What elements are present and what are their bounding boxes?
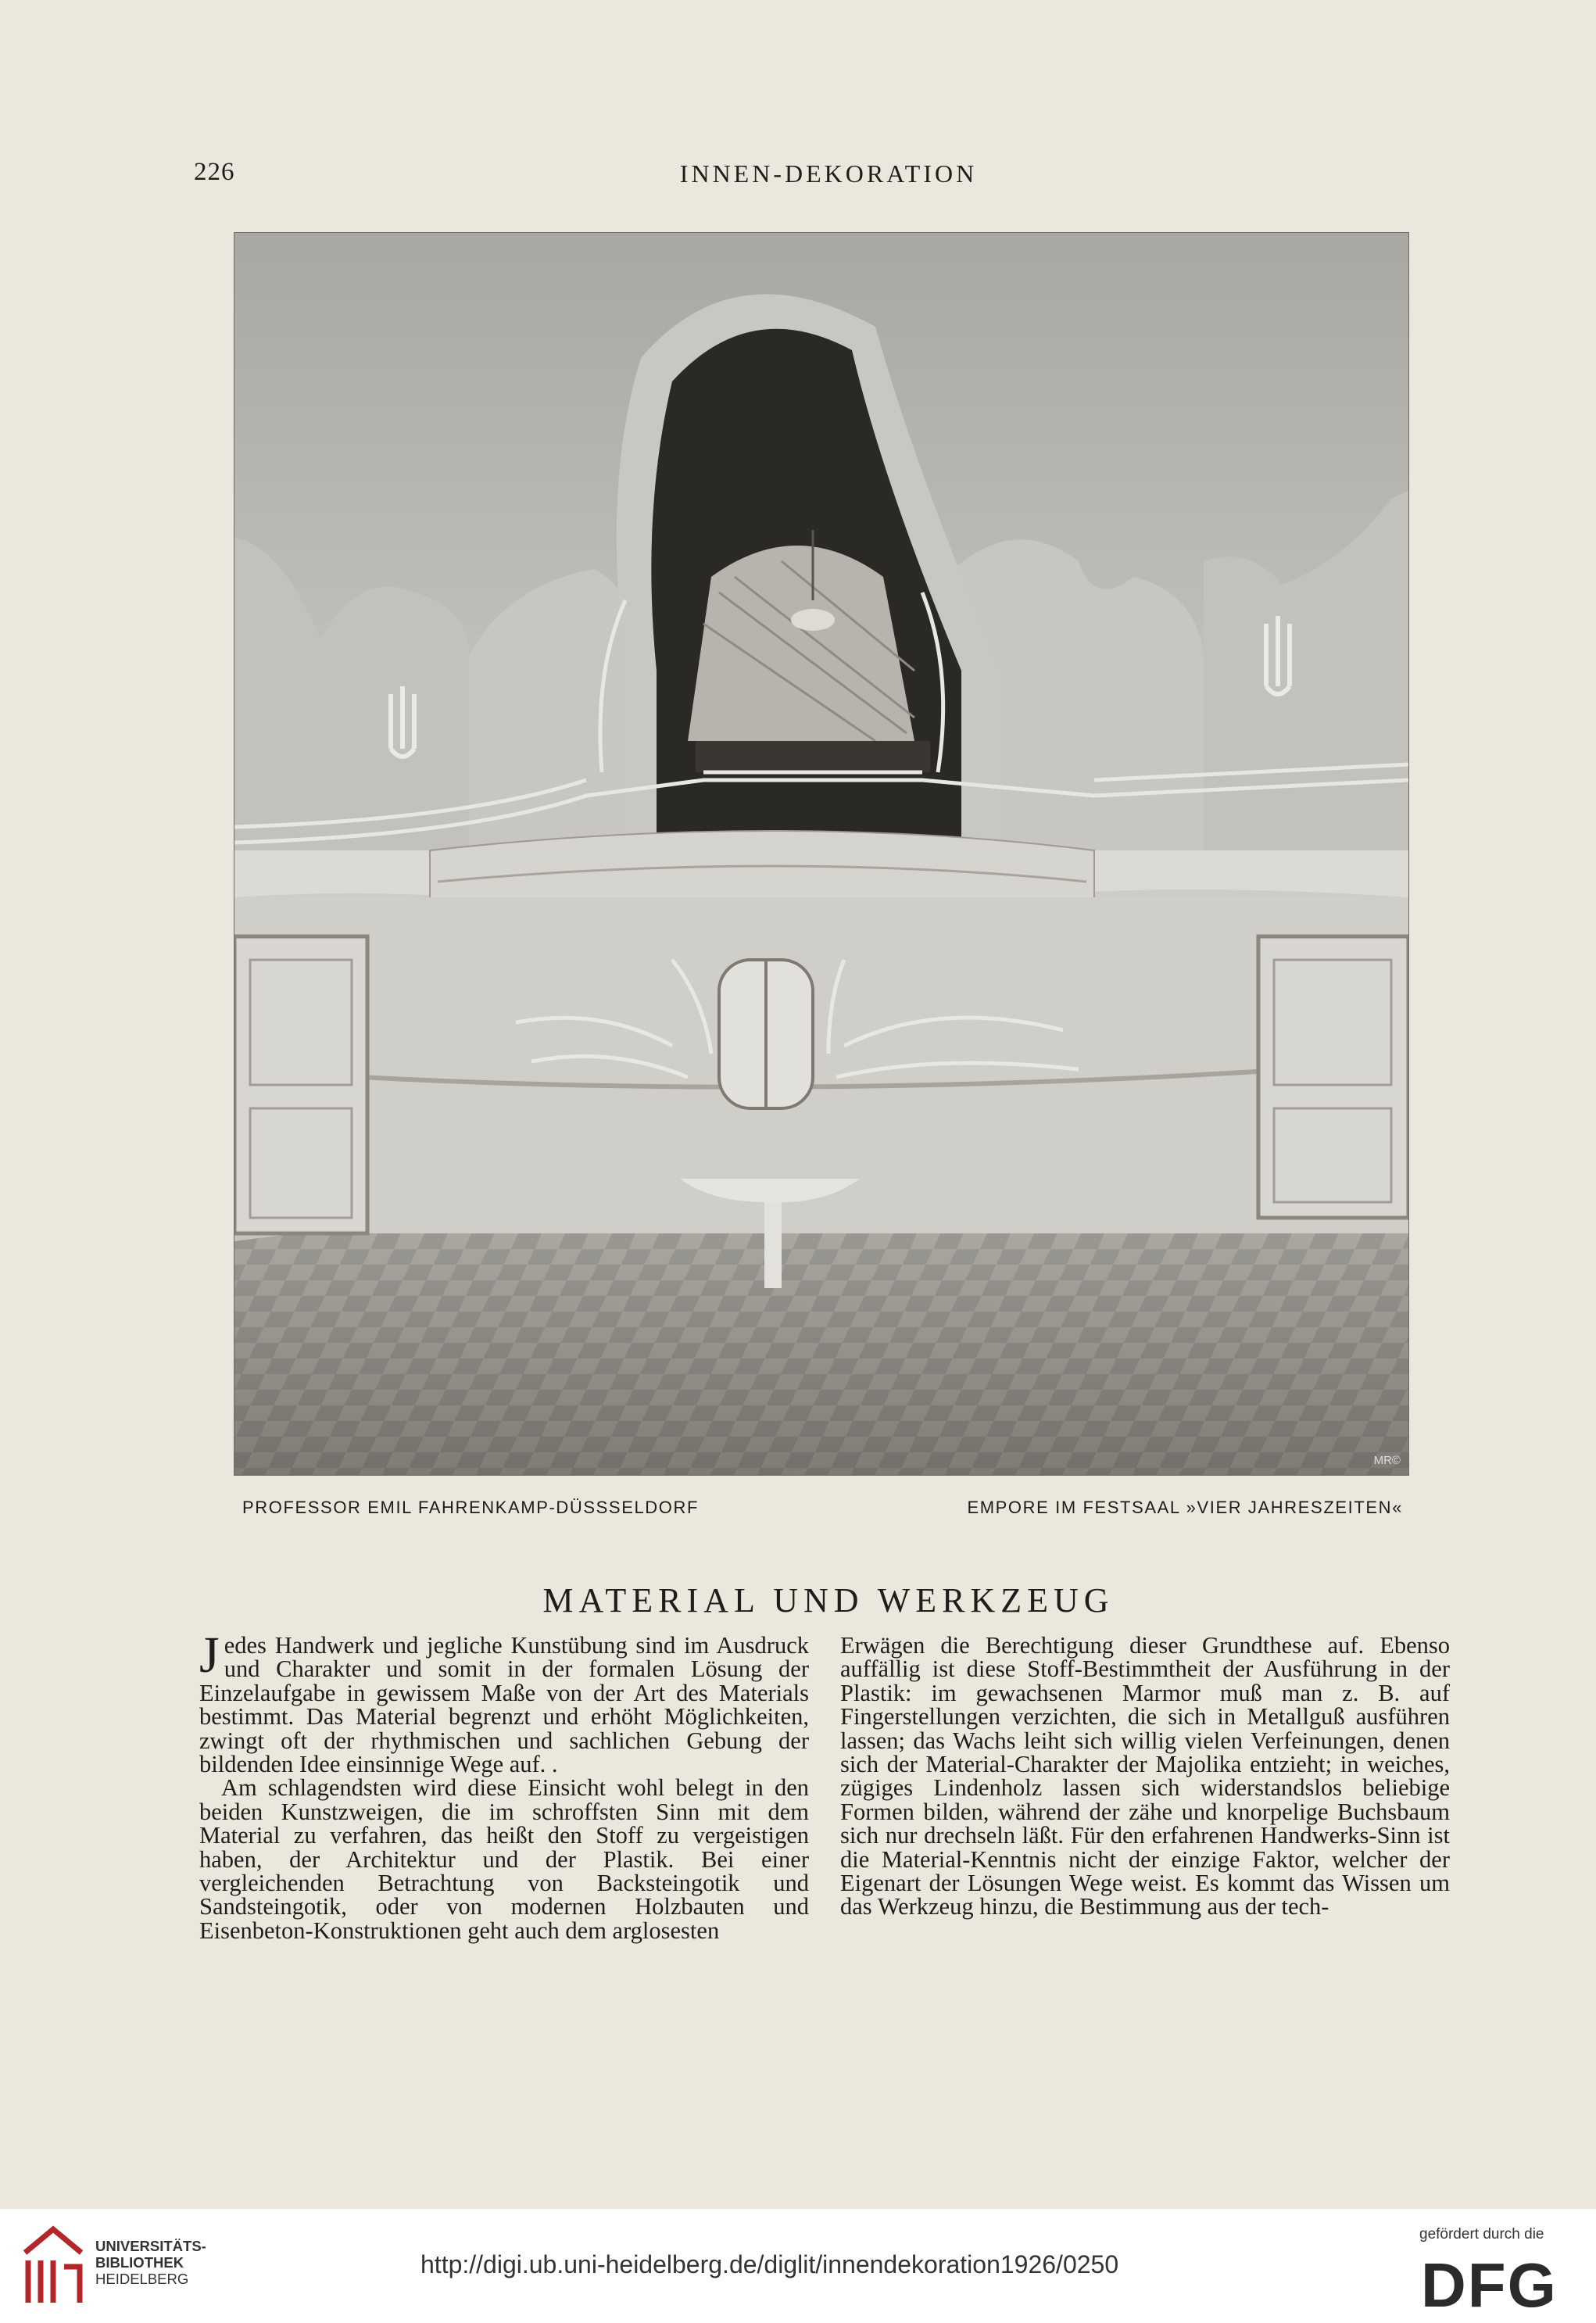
university-library-logo-icon [17,2221,86,2307]
dfg-logo: DFG [1421,2250,1558,2320]
digitization-footer [0,2209,1596,2323]
caption-architect: PROFESSOR EMIL FAHRENKAMP-DÜSSSELDORF [242,1498,700,1517]
caption-subject: EMPORE IM FESTSAAL »VIER JAHRESZEITEN« [967,1498,1403,1517]
text-column-right [840,1634,1450,1919]
source-url-link[interactable]: http://digi.ub.uni-heidelberg.de/diglit/innendekoration1926/0250 [420,2250,1119,2278]
paragraph: Am schlagendsten wird diese Einsicht wohl belegt in den beiden Kunstzweigen, die im schroffsten Sinn mit dem Material zu verfahren, das heißt den Stoff zu vergeistigen haben, der Architektur und der Plastik. Bei einer vergleichenden Betrachtung von Backsteingotik und Sandsteingotik, oder von modernen Holzbauten und Eisenbeton-Konstruktionen geht auch dem arglosesten [199,1774,809,1944]
library-name-line: UNIVERSITÄTS- [95,2238,206,2254]
text-column-left [199,1627,809,1944]
paragraph [199,1627,809,1778]
drop-cap: J [199,1627,220,1684]
library-name-line: BIBLIOTHEK [95,2254,184,2271]
funding-label: gefördert durch die [1419,2226,1544,2242]
library-name-line: HEIDELBERG [95,2271,189,2287]
photo-illustration [234,233,1408,1475]
photographer-signet: MR© [1373,1454,1401,1467]
library-name [95,2238,206,2287]
paragraph-text: edes Handwerk und jegliche Kunstübung sind im Ausdruck und Charakter und somit in der formalen Lösung der Einzelaufgabe in gewissem Maße von der Art des Materials bestimmt. Das Material begrenzt und erhöht Möglichkeiten, zwingt oft der rhythmischen und sachlichen Gebung der bildenden Idee einsinnige Wege auf. . [199,1632,809,1778]
running-head: INNEN-DEKORATION [679,159,978,188]
interior-photograph [234,232,1409,1476]
article-title: MATERIAL UND WERKZEUG [542,1581,1115,1620]
paragraph: Erwägen die Berechtigung dieser Grundthese auf. Ebenso auffällig ist diese Stoff-Bestimmtheit der Ausführung in der Plastik: im gewachsenen Marmor muß man z. B. auf Fingerstellungen verzichten, die sich in Metallguß ausführen lassen; das Wachs leiht sich willig vielen Verfeinungen, denen sich der Material-Charakter der Majolika entzieht; in weiches, zügiges Lindenholz lassen sich widerstandslos beliebige Formen bilden, während der zähe und knorpelige Buchsbaum sich nur drechseln läßt. Für den erfahrenen Handwerks-Sinn ist die Material-Kenntnis nicht der einzige Faktor, welcher der Eigenart der Lösungen Wege weist. Es kommt das Wissen um das Werkzeug hinzu, die Bestimmung aus der tech- [840,1632,1450,1920]
page-number: 226 [194,158,235,186]
